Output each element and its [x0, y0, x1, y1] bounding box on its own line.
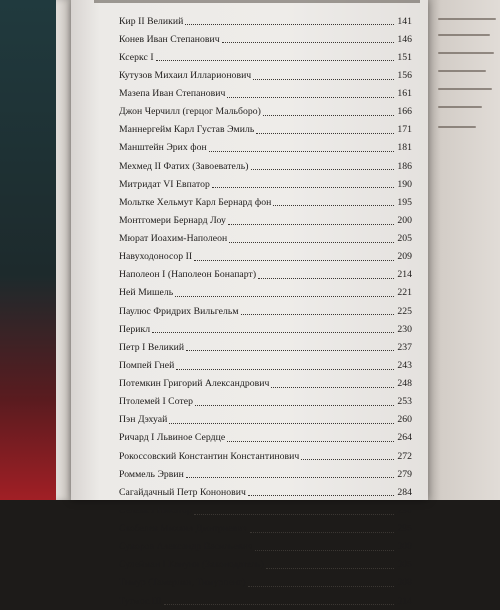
toc-entry-name: Петр I Великий — [119, 341, 185, 353]
toc-entry-page-number: 237 — [397, 341, 412, 353]
toc-entry-page-number: 166 — [397, 106, 412, 118]
toc-leader-dots — [194, 513, 394, 515]
toc-entry — [71, 338, 428, 356]
toc-leader-dots — [175, 295, 394, 297]
toc-entry-page-number: 260 — [397, 414, 412, 426]
toc-entry-name: Перикл — [119, 323, 151, 335]
toc-entry-name: Тимур (Тамерлан, Тимурпенг) — [119, 577, 246, 589]
toc-leader-dots — [194, 259, 394, 261]
toc-entry-name: Потемкин Григорий Александрович — [119, 378, 270, 390]
toc-entry — [71, 175, 428, 193]
toc-entry-name: Мольтке Хельмут Карл Бернард фон — [119, 196, 272, 208]
toc-entry-name: Паулюс Фридрих Вильгельм — [119, 305, 239, 317]
toc-entry-name: Митридат VI Евпатор — [119, 178, 210, 190]
toc-entry-page-number: 305 — [397, 559, 412, 571]
toc-entry-name: Селевк I Никатор — [119, 504, 192, 516]
toc-leader-dots — [222, 41, 394, 43]
toc-entry-name: Сулейман I Кануни (Законодатель) — [119, 559, 264, 571]
toc-entry-name: Скобелев Михаил Дмитриевич — [119, 523, 248, 535]
toc-entry-page-number: 225 — [397, 305, 412, 317]
toc-entry — [71, 483, 428, 501]
toc-leader-dots — [258, 277, 394, 279]
toc-entry-page-number: 156 — [397, 69, 412, 81]
toc-entry — [71, 375, 428, 393]
toc-entry — [71, 157, 428, 175]
toc-entry-name: Тутмос III — [119, 595, 162, 607]
toc-entry-name: Помпей Гней — [119, 359, 175, 371]
toc-entry-page-number: 243 — [397, 359, 412, 371]
toc-entry — [71, 266, 428, 284]
toc-entry-page-number: 195 — [397, 196, 412, 208]
toc-leader-dots — [253, 78, 394, 80]
toc-entry — [71, 66, 428, 84]
toc-entry-page-number: 314 — [397, 595, 412, 607]
toc-entry-page-number: 141 — [397, 15, 412, 27]
toc-entry — [71, 393, 428, 411]
toc-entry — [71, 284, 428, 302]
toc-entry-page-number: 308 — [397, 577, 412, 589]
toc-leader-dots — [227, 440, 394, 442]
toc-entry — [71, 447, 428, 465]
toc-entry-page-number: 146 — [397, 33, 412, 45]
toc-leader-dots — [263, 114, 394, 116]
table-of-contents — [71, 12, 428, 610]
toc-entry-name: Монтгомери Бернард Лоу — [119, 214, 226, 226]
toc-entry-page-number: 161 — [397, 88, 412, 100]
toc-entry-page-number: 190 — [397, 178, 412, 190]
toc-leader-dots — [241, 313, 394, 315]
toc-entry-page-number: 290 — [397, 504, 412, 516]
adjacent-page-text — [438, 70, 486, 72]
toc-entry — [71, 248, 428, 266]
toc-entry-page-number: 279 — [397, 468, 412, 480]
toc-entry-name: Кутузов Михаил Илларионович — [119, 69, 252, 81]
toc-entry-page-number: 284 — [397, 486, 412, 498]
toc-entry-page-number: 205 — [397, 233, 412, 245]
toc-entry — [71, 48, 428, 66]
toc-entry — [71, 501, 428, 519]
toc-entry — [71, 356, 428, 374]
toc-entry-name: Навуходоносор II — [119, 251, 193, 263]
toc-entry-page-number: 214 — [397, 269, 412, 281]
toc-leader-dots — [228, 223, 394, 225]
book-page — [71, 0, 428, 607]
toc-entry — [71, 139, 428, 157]
page-header-text — [94, 0, 420, 3]
toc-entry — [71, 574, 428, 592]
toc-entry-page-number: 300 — [397, 541, 412, 553]
adjacent-page-text — [438, 52, 494, 54]
toc-entry-name: Джон Черчилл (герцог Мальборо) — [119, 106, 261, 118]
toc-leader-dots — [256, 132, 394, 134]
toc-entry-name: Конев Иван Степанович — [119, 33, 220, 45]
toc-entry-name: Маннергейм Карл Густав Эмиль — [119, 124, 255, 136]
toc-leader-dots — [156, 59, 394, 61]
toc-entry-name: Мюрат Иоахим-Наполеон — [119, 233, 228, 245]
toc-entry — [71, 556, 428, 574]
toc-leader-dots — [212, 186, 394, 188]
toc-entry — [71, 103, 428, 121]
toc-entry — [71, 30, 428, 48]
toc-leader-dots — [186, 476, 394, 478]
toc-entry — [71, 85, 428, 103]
toc-entry-page-number: 181 — [397, 142, 412, 154]
toc-entry-page-number: 171 — [397, 124, 412, 136]
toc-entry-page-number: 186 — [397, 160, 412, 172]
toc-leader-dots — [251, 168, 394, 170]
toc-entry — [71, 520, 428, 538]
toc-leader-dots — [273, 204, 394, 206]
toc-entry-name: Ней Мишель — [119, 287, 174, 299]
toc-entry — [71, 320, 428, 338]
toc-entry — [71, 12, 428, 30]
toc-entry-page-number: 151 — [397, 51, 412, 63]
adjacent-page-text — [438, 126, 476, 128]
toc-leader-dots — [176, 368, 394, 370]
toc-leader-dots — [301, 458, 394, 460]
toc-leader-dots — [227, 96, 394, 98]
toc-leader-dots — [266, 567, 394, 569]
toc-leader-dots — [209, 150, 394, 152]
toc-leader-dots — [271, 386, 394, 388]
toc-entry-name: Птолемей I Сотер — [119, 396, 193, 408]
toc-entry-name: Наполеон I (Наполеон Бонапарт) — [119, 269, 257, 281]
toc-entry-name: Суворов Александр Васильевич — [119, 541, 253, 553]
toc-entry-page-number: 200 — [397, 214, 412, 226]
toc-entry-name: Ксеркс I — [119, 51, 154, 63]
toc-leader-dots — [186, 349, 394, 351]
toc-leader-dots — [229, 241, 394, 243]
toc-entry-page-number: 264 — [397, 432, 412, 444]
toc-entry — [71, 193, 428, 211]
toc-entry — [71, 429, 428, 447]
adjacent-page — [428, 0, 500, 500]
toc-leader-dots — [255, 549, 394, 551]
toc-leader-dots — [164, 603, 394, 605]
toc-entry-name: Ричард I Львиное Сердце — [119, 432, 226, 444]
toc-entry-page-number: 295 — [397, 523, 412, 535]
toc-entry — [71, 121, 428, 139]
toc-entry — [71, 465, 428, 483]
toc-leader-dots — [248, 494, 394, 496]
toc-entry — [71, 411, 428, 429]
toc-entry-name: Пэн Дэхуай — [119, 414, 168, 426]
toc-entry-name: Кир II Великий — [119, 15, 184, 27]
toc-leader-dots — [248, 585, 394, 587]
toc-entry — [71, 211, 428, 229]
toc-entry-page-number: 209 — [397, 251, 412, 263]
toc-entry — [71, 302, 428, 320]
toc-leader-dots — [152, 331, 394, 333]
toc-leader-dots — [195, 404, 394, 406]
adjacent-page-text — [438, 18, 496, 20]
adjacent-page-text — [438, 106, 482, 108]
adjacent-page-text — [438, 88, 492, 90]
toc-entry-name: Сагайдачный Петр Кононович — [119, 486, 246, 498]
toc-leader-dots — [250, 531, 394, 533]
adjacent-page-text — [438, 34, 490, 36]
toc-entry-name: Манштейн Эрих фон — [119, 142, 207, 154]
toc-entry-page-number: 253 — [397, 396, 412, 408]
toc-entry-page-number: 272 — [397, 450, 412, 462]
toc-entry-name: Роммель Эрвин — [119, 468, 184, 480]
toc-entry-page-number: 230 — [397, 323, 412, 335]
toc-entry-name: Мехмед II Фатих (Завоеватель) — [119, 160, 249, 172]
toc-leader-dots — [185, 23, 394, 25]
toc-entry — [71, 230, 428, 248]
toc-entry-name: Мазепа Иван Степанович — [119, 88, 226, 100]
toc-entry — [71, 538, 428, 556]
toc-entry-page-number: 248 — [397, 378, 412, 390]
toc-leader-dots — [169, 422, 394, 424]
toc-entry — [71, 592, 428, 610]
toc-entry-name: Рокоссовский Константин Константинович — [119, 450, 300, 462]
toc-entry-page-number: 221 — [397, 287, 412, 299]
